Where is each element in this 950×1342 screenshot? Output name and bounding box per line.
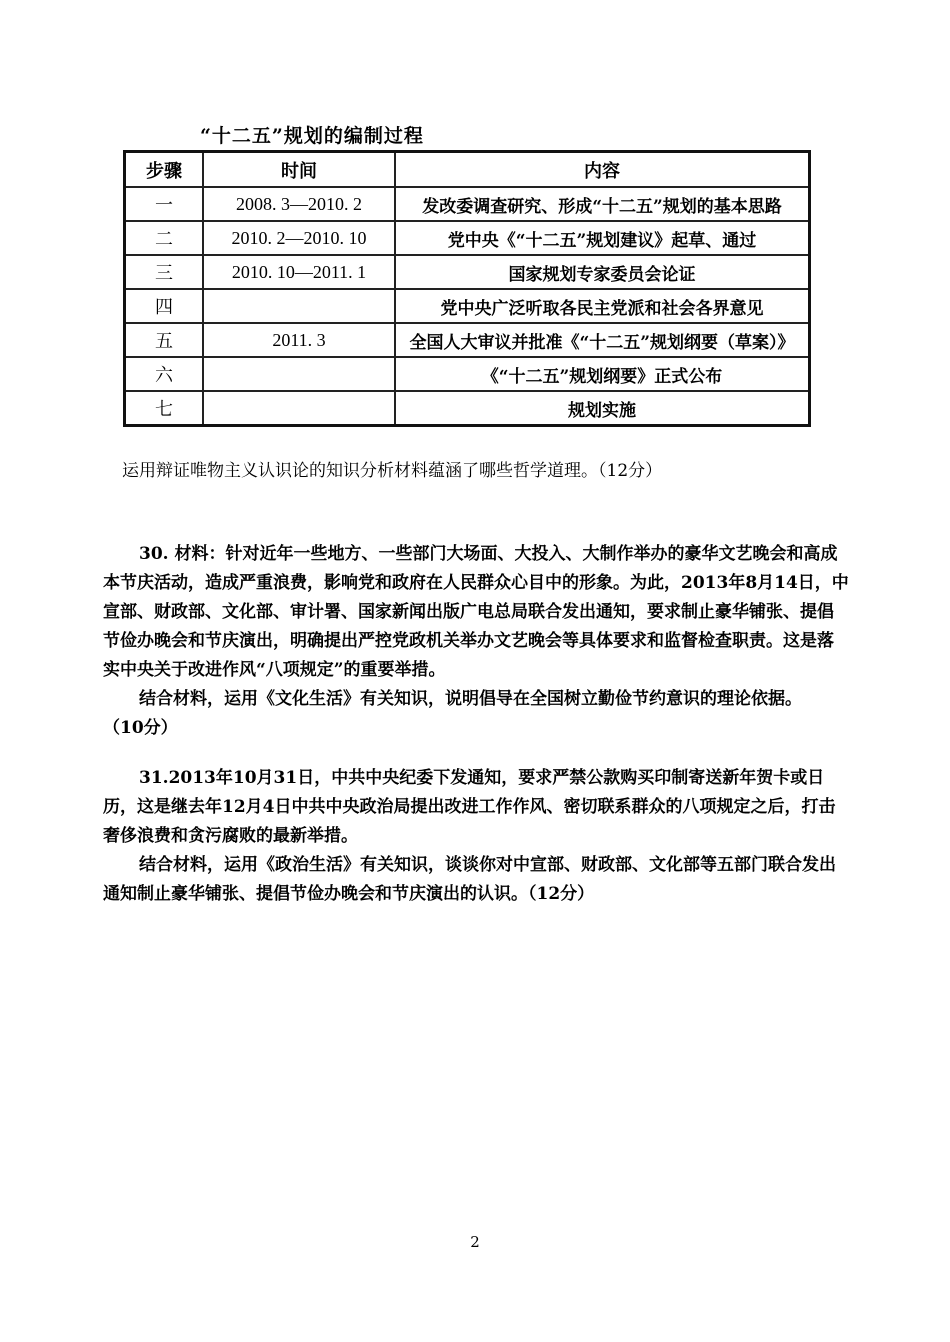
content-cell: 党中央广泛听取各民主党派和社会各界意见 xyxy=(395,289,810,323)
header-time: 时间 xyxy=(203,152,395,188)
time-cell: 2011. 3 xyxy=(203,323,395,357)
content-cell: 规划实施 xyxy=(395,391,810,426)
table-row xyxy=(125,255,810,289)
step-cell: 二 xyxy=(125,221,204,255)
time-cell xyxy=(203,289,395,323)
header-content: 内容 xyxy=(395,152,810,188)
question-31-prompt: 结合材料，运用《政治生活》有关知识，谈谈你对中宣部、财政部、文化部等五部门联合发出通知制止豪华铺张、提倡节俭办晚会和节庆演出的认识。（12分） xyxy=(103,855,836,904)
step-cell: 七 xyxy=(125,391,204,426)
time-cell xyxy=(203,391,395,426)
question-30-prompt: 结合材料，运用《文化生活》有关知识，说明倡导在全国树立勤俭节约意识的理论依据。 xyxy=(139,689,802,709)
time-cell: 2010. 2—2010. 10 xyxy=(203,221,395,255)
step-cell: 四 xyxy=(125,289,204,323)
content-cell: 国家规划专家委员会论证 xyxy=(395,255,810,289)
time-cell: 2008. 3—2010. 2 xyxy=(203,187,395,221)
question-31 xyxy=(103,764,849,909)
planning-process-table xyxy=(123,150,811,427)
content-cell: 《“十二五”规划纲要》正式公布 xyxy=(395,357,810,391)
table-row xyxy=(125,391,810,426)
step-cell: 三 xyxy=(125,255,204,289)
question-30-score: （10分） xyxy=(103,718,178,738)
table-title: “十二五”规划的编制过程 xyxy=(200,125,424,147)
step-cell: 一 xyxy=(125,187,204,221)
table-row xyxy=(125,187,810,221)
table-row xyxy=(125,289,810,323)
time-cell xyxy=(203,357,395,391)
table-row xyxy=(125,357,810,391)
table-header-row xyxy=(125,152,810,188)
step-cell: 六 xyxy=(125,357,204,391)
content-cell: 全国人大审议并批准《“十二五”规划纲要（草案）》 xyxy=(395,323,810,357)
page-number: 2 xyxy=(470,1233,480,1251)
time-cell: 2010. 10—2011. 1 xyxy=(203,255,395,289)
question-31-material: 31.2013年10月31日，中共中央纪委下发通知，要求严禁公款购买印制寄送新年贺卡或日历，这是继去年12月4日中共中央政治局提出改进工作作风、密切联系群众的八项规定之后，打击奢侈浪费和贪污腐败的最新举措。 xyxy=(103,768,836,846)
content-cell: 党中央《“十二五”规划建议》起草、通过 xyxy=(395,221,810,255)
question-30 xyxy=(103,540,849,743)
question-30-material: 30. 材料：针对近年一些地方、一些部门大场面、大投入、大制作举办的豪华文艺晚会和高成本节庆活动，造成严重浪费，影响党和政府在人民群众心目中的形象。为此，2013年8月14日，中宣部、财政部、文化部、审计署、国家新闻出版广电总局联合发出通知，要求制止豪华铺张、提倡节俭办晚会和节庆演出，明确提出严控党政机关举办文艺晚会等具体要求和监督检查职责。这是落实中央关于改进作风“八项规定”的重要举措。 xyxy=(103,544,849,680)
table-row xyxy=(125,323,810,357)
header-step: 步骤 xyxy=(125,152,204,188)
question-29-prompt: 运用辩证唯物主义认识论的知识分析材料蕴涵了哪些哲学道理。（12分） xyxy=(122,461,663,481)
step-cell: 五 xyxy=(125,323,204,357)
table-row xyxy=(125,221,810,255)
content-cell: 发改委调查研究、形成“十二五”规划的基本思路 xyxy=(395,187,810,221)
